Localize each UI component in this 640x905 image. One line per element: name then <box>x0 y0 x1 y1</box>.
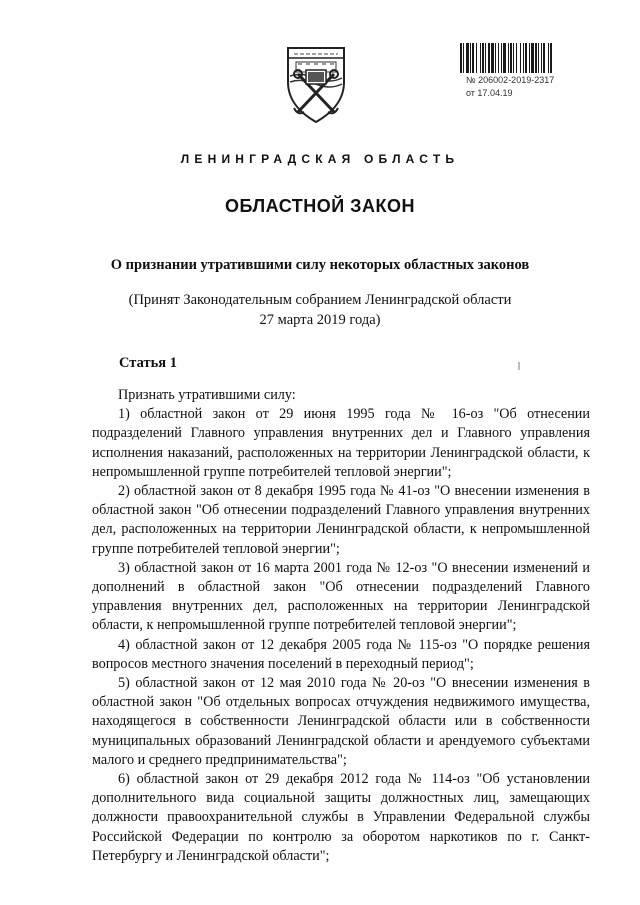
document-type-heading: ОБЛАСТНОЙ ЗАКОН <box>225 196 415 216</box>
registration-stamp <box>466 74 554 100</box>
law-title: О признании утратившими силу некоторых областных законов <box>110 257 530 273</box>
registration-number: № 206002-2019-2317 <box>466 75 555 85</box>
registration-date: от 17.04.19 <box>466 88 513 98</box>
list-item: 2) областной закон от 8 декабря 1995 года № 41-оз "О внесении изменения в областной закон "Об отнесении подразделений Главного управления внутренних дел, расположенных на территории Ленинградской области, к непромышленной группе потребителей тепловой энергии"; <box>92 483 590 557</box>
list-item: 6) областной закон от 29 декабря 2012 года № 114-оз "Об установлении дополнительного вида социальной защиты должностных лиц, замещающих должности правоохранительной службы в Управлении Федеральной службы Российской Федерации по контролю за оборотом наркотиков по г. Санкт-Петербургу и Ленинградской области"; <box>92 771 590 864</box>
list-item: 4) областной закон от 12 декабря 2005 года № 115-оз "О порядке решения вопросов местного значения поселений в переходный период"; <box>92 636 590 672</box>
region-heading: ЛЕНИНГРАДСКАЯ ОБЛАСТЬ <box>180 152 460 166</box>
article-heading: Статья 1 <box>119 355 177 371</box>
list-item: 1) областной закон от 29 июня 1995 года № 16-оз "Об отнесении подразделений Главного управления внутренних дел и Главного управления исполнения наказаний, расположенных на территории Ленинградской области, к непромышленной группе потребителей тепловой энергии"; <box>92 406 590 480</box>
margin-mark <box>518 362 520 370</box>
barcode <box>460 43 588 73</box>
barcode-bar <box>552 43 553 73</box>
article-body <box>92 386 590 866</box>
adoption-note-line-2: 27 марта 2019 года) <box>259 312 381 328</box>
coat-of-arms-emblem <box>280 42 352 126</box>
adoption-note <box>0 290 640 330</box>
article-intro: Признать утратившими силу: <box>118 387 296 403</box>
list-item: 3) областной закон от 16 марта 2001 года № 12-оз "О внесении изменений и дополнений в областной закон "Об отнесении подразделений Главного управления внутренних дел, расположенных на территории Ленинградской области, к непромышленной группе потребителей тепловой энергии"; <box>92 559 590 634</box>
adoption-note-line-1: (Принят Законодательным собранием Ленинградской области <box>128 292 512 308</box>
list-item: 5) областной закон от 12 мая 2010 года № 20-оз "О внесении изменения в областной закон "Об отдельных вопросах отчуждения недвижимого имущества, находящегося в собственности Ленинградской области или в собственности муниципальных образований Ленинградской области и арендуемого субъектами малого и среднего предпринимательства"; <box>92 675 590 768</box>
